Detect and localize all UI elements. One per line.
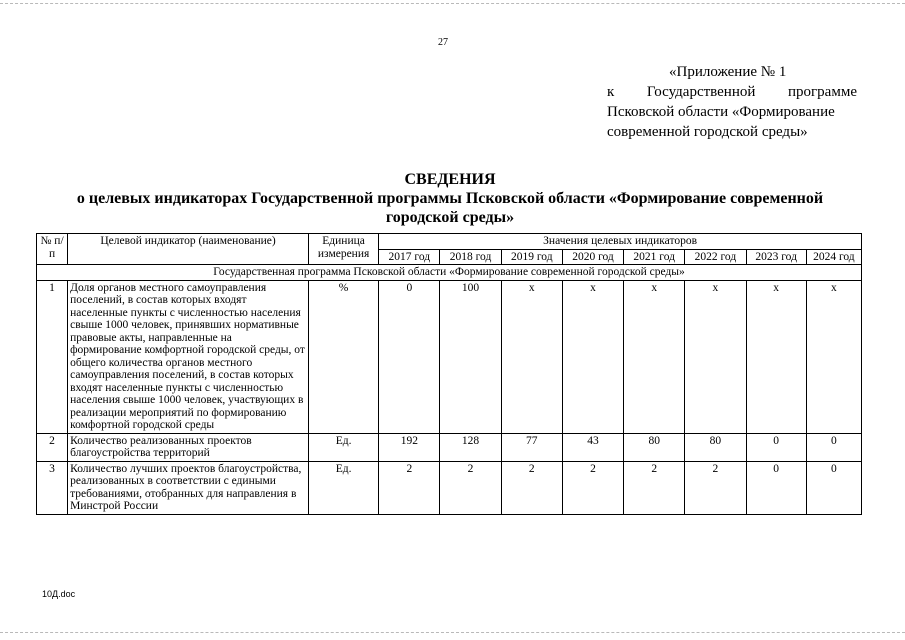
row-value: 2 — [562, 461, 623, 514]
page-number: 27 — [438, 37, 448, 48]
appendix-word: Государственной — [646, 84, 756, 100]
row-unit: % — [308, 280, 378, 433]
row-value: 77 — [501, 433, 562, 461]
header-year: 2024 год — [806, 249, 861, 265]
row-value: 0 — [746, 461, 806, 514]
header-year: 2018 год — [440, 249, 501, 265]
appendix-word: к — [607, 84, 615, 100]
row-num: 3 — [37, 461, 68, 514]
header-values-group: Значения целевых индикаторов — [379, 234, 862, 250]
row-unit: Ед. — [308, 461, 378, 514]
section-row — [37, 265, 862, 281]
title-subheading-cont: городской среды» — [385, 209, 515, 226]
row-value: x — [562, 280, 623, 433]
row-value: 43 — [562, 433, 623, 461]
row-value: x — [501, 280, 562, 433]
appendix-note — [607, 62, 857, 142]
indicators-table — [36, 233, 862, 515]
row-value: x — [746, 280, 806, 433]
header-year: 2019 год — [501, 249, 562, 265]
row-num: 2 — [37, 433, 68, 461]
appendix-line-3: Псковской области «Формирование — [607, 104, 835, 120]
header-year: 2023 год — [746, 249, 806, 265]
row-value: 2 — [379, 461, 440, 514]
row-value: x — [685, 280, 746, 433]
title-subheading: о целевых индикаторах Государственной программы Псковской области «Формирование современной — [76, 190, 824, 207]
document-title — [40, 170, 860, 227]
header-year: 2017 год — [379, 249, 440, 265]
row-value: 2 — [501, 461, 562, 514]
row-value: 128 — [440, 433, 501, 461]
header-year: 2022 год — [685, 249, 746, 265]
row-value: 0 — [806, 433, 861, 461]
row-indicator: Количество реализованных проектов благоустройства территорий — [68, 433, 309, 461]
row-value: 2 — [440, 461, 501, 514]
row-num: 1 — [37, 280, 68, 433]
header-unit: Единица измерения — [308, 234, 378, 265]
table-header-row — [37, 234, 862, 250]
header-num: № п/п — [37, 234, 68, 265]
section-title: Государственная программа Псковской области «Формирование современной городской среды» — [37, 265, 862, 281]
table-row — [37, 433, 862, 461]
row-value: x — [624, 280, 685, 433]
row-value: 192 — [379, 433, 440, 461]
row-unit: Ед. — [308, 433, 378, 461]
table-row — [37, 280, 862, 433]
header-year: 2020 год — [562, 249, 623, 265]
row-indicator: Количество лучших проектов благоустройства, реализованных в соответствии с едиными требованиями, отобранных для направления в Минстрой России — [68, 461, 309, 514]
scan-edge-bottom — [0, 632, 905, 633]
row-value: 2 — [685, 461, 746, 514]
row-value: 0 — [379, 280, 440, 433]
row-value: 80 — [624, 433, 685, 461]
file-name-footer: 10Д.doc — [42, 589, 76, 599]
header-indicator: Целевой индикатор (наименование) — [68, 234, 309, 265]
scan-edge-top — [0, 3, 905, 4]
row-value: 0 — [806, 461, 861, 514]
row-value: 80 — [685, 433, 746, 461]
appendix-word: программе — [788, 84, 857, 100]
row-value: 0 — [746, 433, 806, 461]
appendix-line-4: современной городской среды» — [607, 124, 808, 140]
appendix-line-1: «Приложение № 1 — [669, 64, 787, 80]
header-year: 2021 год — [624, 249, 685, 265]
table-row — [37, 461, 862, 514]
title-heading: СВЕДЕНИЯ — [404, 171, 496, 188]
row-value: 100 — [440, 280, 501, 433]
appendix-line-2 — [607, 82, 857, 102]
row-value: x — [806, 280, 861, 433]
row-value: 2 — [624, 461, 685, 514]
row-indicator: Доля органов местного самоуправления поселений, в состав которых входят населенные пункты с численностью населения свыше 1000 человек, принявших нормативные правовые акты, направленные на формирование комфортной городской среды, от общего количества органов местного самоуправления поселений, в состав которых входят населенные пункты с численностью населения свыше 1000 человек, участвующих в реализации мероприятий по формированию комфортной городской среды — [68, 280, 309, 433]
